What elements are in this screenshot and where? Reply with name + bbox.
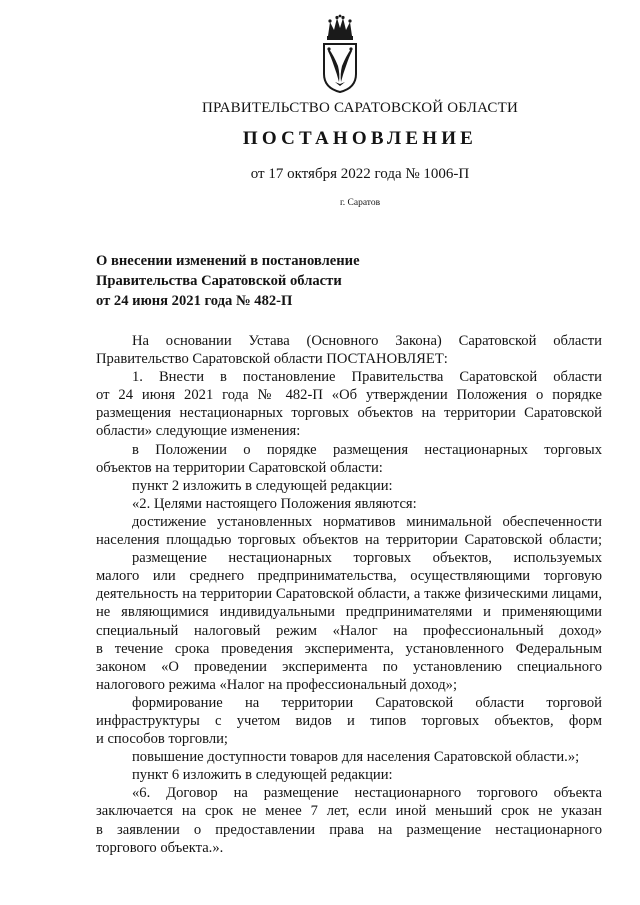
body-line: 1. Внести в постановление Правительства Саратовской области <box>132 369 602 386</box>
body-line: законом «О проведении эксперимента по установлению специального <box>96 658 602 675</box>
body-line: и способов торговли; <box>96 731 228 748</box>
body-line: пункт 6 изложить в следующей редакции: <box>132 767 393 784</box>
body-line: населения площадью торговых объектов на территории Саратовской области; <box>96 532 602 549</box>
body-line: от 24 июня 2021 года № 482-П «Об утверждении Положения о порядке <box>96 387 602 404</box>
coat-of-arms-icon <box>320 14 360 94</box>
subject-line: О внесении изменений в постановление <box>96 253 360 269</box>
document-type: ПОСТАНОВЛЕНИЕ <box>242 128 478 149</box>
body-line: пункт 2 изложить в следующей редакции: <box>132 477 393 494</box>
body-line: повышение доступности товаров для населения Саратовской области.»; <box>132 749 580 766</box>
body-line: в течение срока проведения эксперимента, установленного Федеральным <box>96 640 602 657</box>
body-line: торгового объекта.». <box>96 839 224 856</box>
body-line: На основании Устава (Основного Закона) Саратовской области <box>132 333 602 349</box>
body-line: объектов на территории Саратовской области: <box>96 459 383 476</box>
subject-line: Правительства Саратовской области <box>96 273 342 289</box>
document-body <box>96 332 602 857</box>
body-line: заключается на срок не менее 7 лет, если иной меньший срок не указан <box>96 803 602 820</box>
body-line: Правительство Саратовской области ПОСТАНОВЛЯЕТ: <box>96 351 448 368</box>
body-line: области» следующие изменения: <box>96 423 301 440</box>
subject-line: от 24 июня 2021 года № 482-П <box>96 293 293 309</box>
body-line: размещения нестационарных торговых объектов на территории Саратовской <box>96 405 602 422</box>
body-line: не являющимися индивидуальными предпринимателями и применяющими <box>96 604 602 621</box>
document-subject <box>96 251 360 311</box>
document-city: г. Саратов <box>339 198 381 208</box>
body-line: малого или среднего предпринимательства, осуществляющими торговую <box>96 568 602 585</box>
body-line: специальный налоговый режим «Налог на профессиональный доход» <box>96 622 602 639</box>
body-line: «6. Договор на размещение нестационарного торгового объекта <box>132 785 602 802</box>
body-line: налогового режима «Налог на профессиональный доход»; <box>96 676 458 693</box>
government-name: ПРАВИТЕЛЬСТВО САРАТОВСКОЙ ОБЛАСТИ <box>201 100 519 116</box>
body-line: достижение установленных нормативов минимальной обеспеченности <box>132 513 602 530</box>
body-line: в Положении о порядке размещения нестационарных торговых <box>132 441 602 458</box>
body-line: в заявлении о предоставлении права на размещение нестационарного <box>96 821 602 838</box>
body-line: деятельность на территории Саратовской области, а также физическими лицами, <box>96 586 602 603</box>
body-line: инфраструктуры с учетом видов и типов торговых объектов, форм <box>96 712 602 729</box>
body-line: размещение нестационарных торговых объектов, используемых <box>132 550 602 567</box>
body-line: «2. Целями настоящего Положения являются: <box>132 495 417 512</box>
document-date-number: от 17 октября 2022 года № 1006-П <box>250 166 470 182</box>
body-line: формирование на территории Саратовской области торговой <box>132 694 602 711</box>
